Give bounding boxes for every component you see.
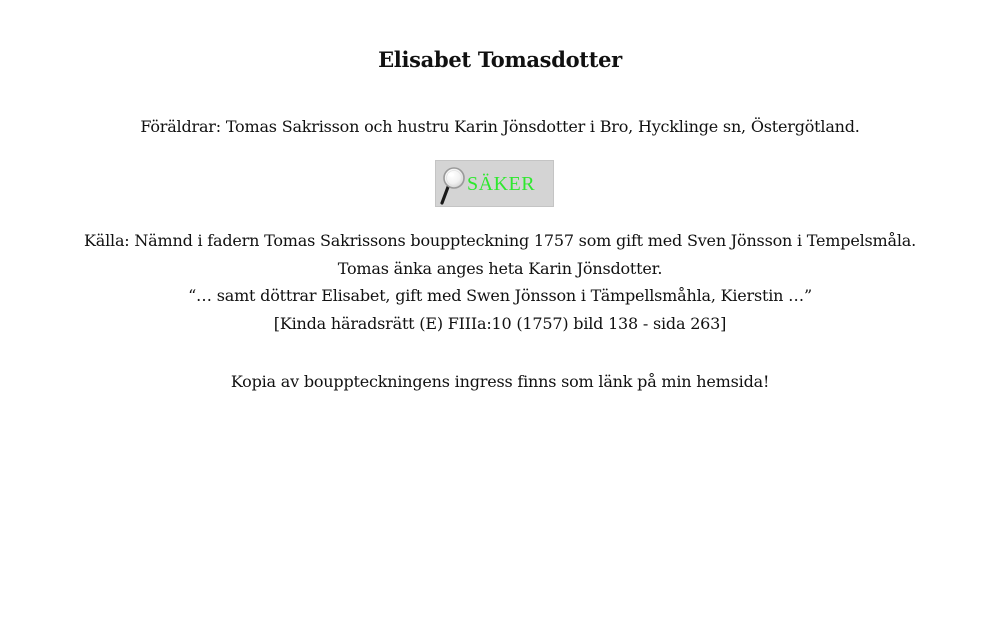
status-badge — [435, 160, 554, 207]
source-reference: [Kinda häradsrätt (E) FIIIa:10 (1757) bild 138 - sida 263] — [273, 314, 727, 333]
source-quote: “… samt döttrar Elisabet, gift med Swen Jönsson i Tämpellsmåhla, Kierstin …” — [188, 286, 812, 305]
status-badge-label: SÄKER — [467, 173, 536, 195]
page-title: Elisabet Tomasdotter — [378, 47, 622, 72]
copy-note: Kopia av bouppteckningens ingress finns som länk på min hemsida! — [230, 372, 770, 391]
source-line: Tomas änka anges heta Karin Jönsdotter. — [337, 259, 663, 278]
parents-text: Föräldrar: Tomas Sakrisson och hustru Karin Jönsdotter i Bro, Hycklinge sn, Östergötland. — [140, 117, 860, 136]
source-line: Källa: Nämnd i fadern Tomas Sakrissons bouppteckning 1757 som gift med Sven Jönsson i Tempelsmåla. — [84, 231, 916, 250]
